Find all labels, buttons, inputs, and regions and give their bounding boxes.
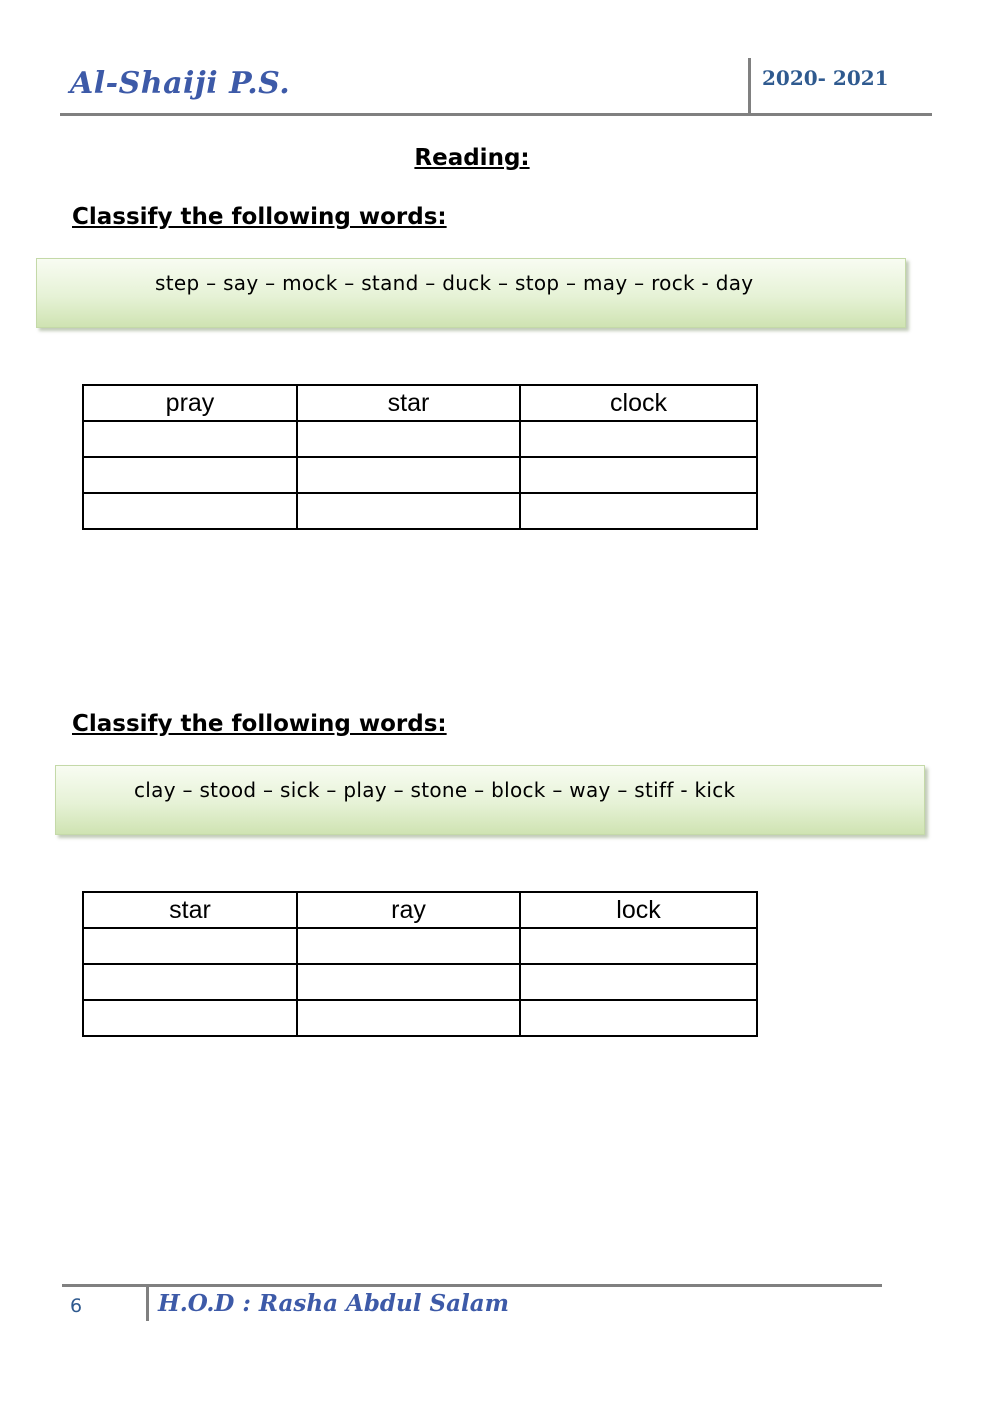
answer-cell[interactable] [520,493,757,529]
header-divider [748,58,751,114]
section-2-heading: Classify the following words: [72,711,447,737]
section-1-table [82,384,758,530]
answer-cell[interactable] [297,1000,520,1036]
section-1-column-header: star [297,385,520,421]
section-1-column-header: clock [520,385,757,421]
table-header-row [83,385,757,421]
table-row [83,1000,757,1036]
section-2-word-box [55,765,925,835]
section-1-column-header: pray [83,385,297,421]
table-row [83,493,757,529]
answer-cell[interactable] [297,493,520,529]
section-2-column-header: ray [297,892,520,928]
page-number: 6 [70,1295,83,1317]
header-rule [60,113,932,116]
answer-cell[interactable] [297,457,520,493]
page-title: Reading: [414,145,530,171]
answer-cell[interactable] [83,457,297,493]
section-1-word-box [36,258,906,328]
school-name: Al-Shaiji P.S. [70,66,291,101]
footer-divider [146,1287,149,1321]
answer-cell[interactable] [83,964,297,1000]
answer-cell[interactable] [83,928,297,964]
section-1-word-list: step – say – mock – stand – duck – stop – may – rock - day [155,271,754,295]
section-2-column-header: lock [520,892,757,928]
table-row [83,457,757,493]
table-row [83,964,757,1000]
answer-cell[interactable] [520,964,757,1000]
table-header-row [83,892,757,928]
answer-cell[interactable] [520,457,757,493]
hod-signature: H.O.D : Rasha Abdul Salam [158,1290,509,1317]
footer-rule [62,1284,882,1287]
answer-cell[interactable] [83,493,297,529]
section-1-heading: Classify the following words: [72,204,447,230]
section-2-table [82,891,758,1037]
answer-cell[interactable] [297,421,520,457]
school-year: 2020- 2021 [762,66,889,90]
table-row [83,928,757,964]
answer-cell[interactable] [520,421,757,457]
answer-cell[interactable] [520,928,757,964]
section-2-word-list: clay – stood – sick – play – stone – block – way – stiff - kick [134,778,736,802]
table-row [83,421,757,457]
answer-cell[interactable] [297,928,520,964]
answer-cell[interactable] [297,964,520,1000]
answer-cell[interactable] [520,1000,757,1036]
answer-cell[interactable] [83,421,297,457]
section-2-column-header: star [83,892,297,928]
answer-cell[interactable] [83,1000,297,1036]
